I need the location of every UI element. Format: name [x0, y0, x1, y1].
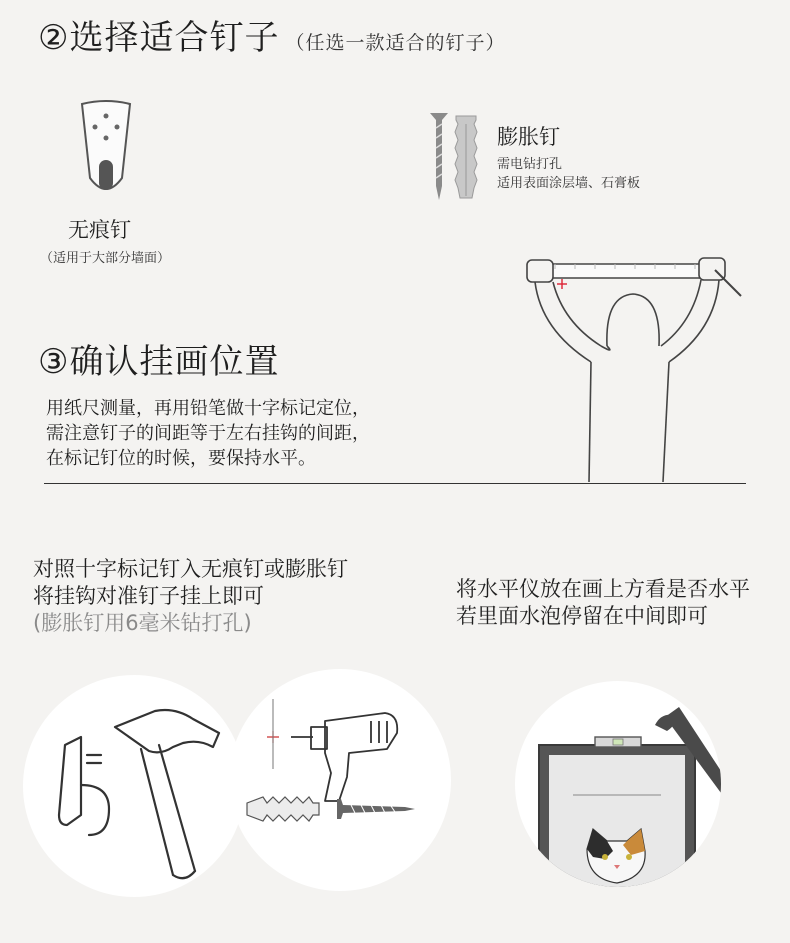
section2-title: ②选择适合钉子 — [38, 18, 280, 58]
expansion-nail-note-2: 适用表面涂层墙、石膏板 — [497, 176, 641, 191]
instruction-right-1: 将水平仪放在画上方看是否水平 — [456, 577, 750, 601]
traceless-nail-note: （适用于大部分墙面） — [40, 251, 171, 266]
section-divider — [44, 483, 746, 484]
section3-body-1: 用纸尺测量，再用铅笔做十字标记定位， — [46, 398, 370, 419]
section3-body-3: 在标记钉位的时候，要保持水平。 — [46, 448, 316, 469]
instruction-right-2: 若里面水泡停留在中间即可 — [456, 604, 708, 628]
section2-subtitle: （任选一款适合的钉子） — [285, 32, 506, 54]
instruction-left-2: 将挂钩对准钉子挂上即可 — [33, 584, 264, 608]
section3-body-2: 需注意钉子的间距等于左右挂钩的间距， — [46, 423, 370, 444]
person-holding-ruler-icon — [515, 250, 755, 482]
expansion-nail-title: 膨胀钉 — [497, 125, 560, 149]
section3-title: ③确认挂画位置 — [38, 342, 280, 382]
instruction-left-3: (膨胀钉用6毫米钻打孔) — [33, 611, 252, 635]
instruction-left-1: 对照十字标记钉入无痕钉或膨胀钉 — [33, 557, 348, 581]
traceless-nail-title: 无痕钉 — [68, 218, 131, 242]
level-on-frame-icon — [515, 681, 721, 887]
traceless-nail-icon — [76, 100, 136, 200]
section2-heading — [38, 10, 506, 59]
drill-and-screws-icon — [229, 669, 451, 891]
expansion-nail-icon — [426, 110, 486, 202]
hook-and-hammer-icon — [23, 675, 245, 897]
expansion-nail-note-1: 需电钻打孔 — [497, 157, 563, 172]
